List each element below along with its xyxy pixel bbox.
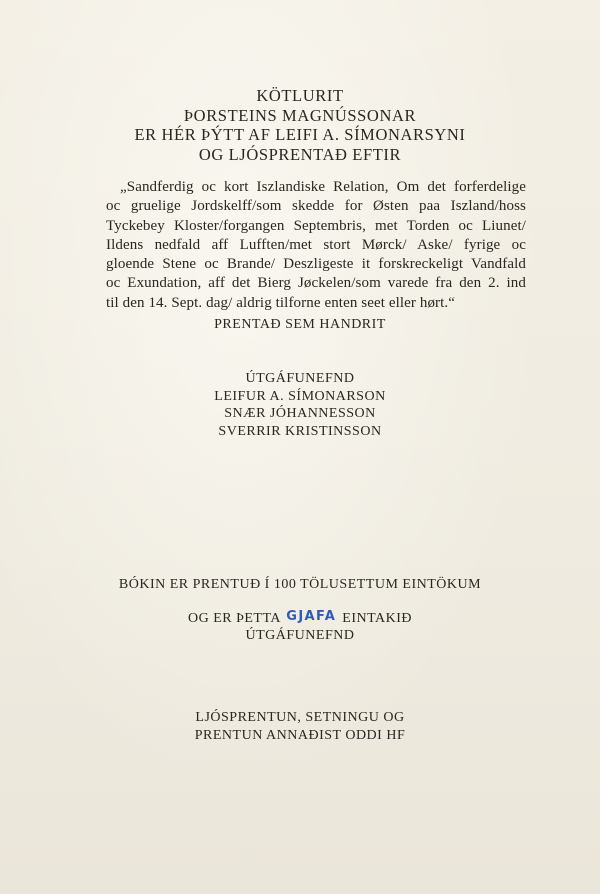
quote-line: „Sandferdig oc kort Iszlandiske Relation, Om det forferdelige	[120, 179, 526, 195]
editorial-committee	[0, 370, 600, 440]
committee-member: SVERRIR KRISTINSSON	[218, 423, 382, 439]
committee-member: LEIFUR A. SÍMONARSON	[214, 388, 386, 404]
quote-line: oc Exundation, aff det Bierg Jøckelen/som varede fra den 2. ind	[106, 275, 526, 292]
committee-signoff: ÚTGÁFUNEFND	[245, 628, 355, 643]
edition-statement: BÓKIN ER PRENTUÐ Í 100 TÖLUSETTUM EINTÖKUM	[118, 577, 482, 592]
title-line: OG LJÓSPRENTAÐ EFTIR	[198, 144, 402, 164]
copy-suffix: EINTAKIÐ	[342, 611, 413, 626]
title-line: KÖTLURIT	[256, 86, 344, 105]
title-block	[0, 86, 600, 164]
committee-member: SNÆR JÓHANNESSON	[224, 406, 376, 421]
handwritten-copy-mark: GJAFA	[286, 609, 337, 624]
quote-line: Ildens nedfald aff Lufften/met stort Mørck/ Aske/ fyrige oc	[106, 236, 526, 253]
printed-as-manuscript-note: PRENTAÐ SEM HANDRIT	[214, 317, 386, 332]
printer-line: LJÓSPRENTUN, SETNINGU OG	[195, 710, 405, 725]
quote-line: gloende Stene oc Brande/ Deszligeste it forskreckeligt Vandfald	[106, 256, 526, 273]
title-line: ÞORSTEINS MAGNÚSSONAR	[183, 105, 417, 125]
quote-line: til den 14. Sept. dag/ aldrig tilforne enten seet eller hørt.“	[106, 294, 456, 311]
committee-heading: ÚTGÁFUNEFND	[245, 371, 355, 386]
quote-line: Tyckebey Kloster/forgangen Septembris, met Torden oc Liunet/	[106, 217, 526, 234]
copy-prefix: OG ER ÞETTA	[187, 611, 281, 626]
historical-quote	[106, 178, 526, 313]
copy-number-line	[0, 610, 600, 628]
printer-line: PRENTUN ANNAÐIST ODDI HF	[194, 727, 406, 743]
printer-credit	[0, 709, 600, 744]
title-line: ER HÉR ÞÝTT AF LEIFI A. SÍMONARSYNI	[134, 125, 466, 144]
quote-line: oc gruelige Jordskelff/som skedde for Østen paa Iszland/hoss	[106, 198, 526, 215]
